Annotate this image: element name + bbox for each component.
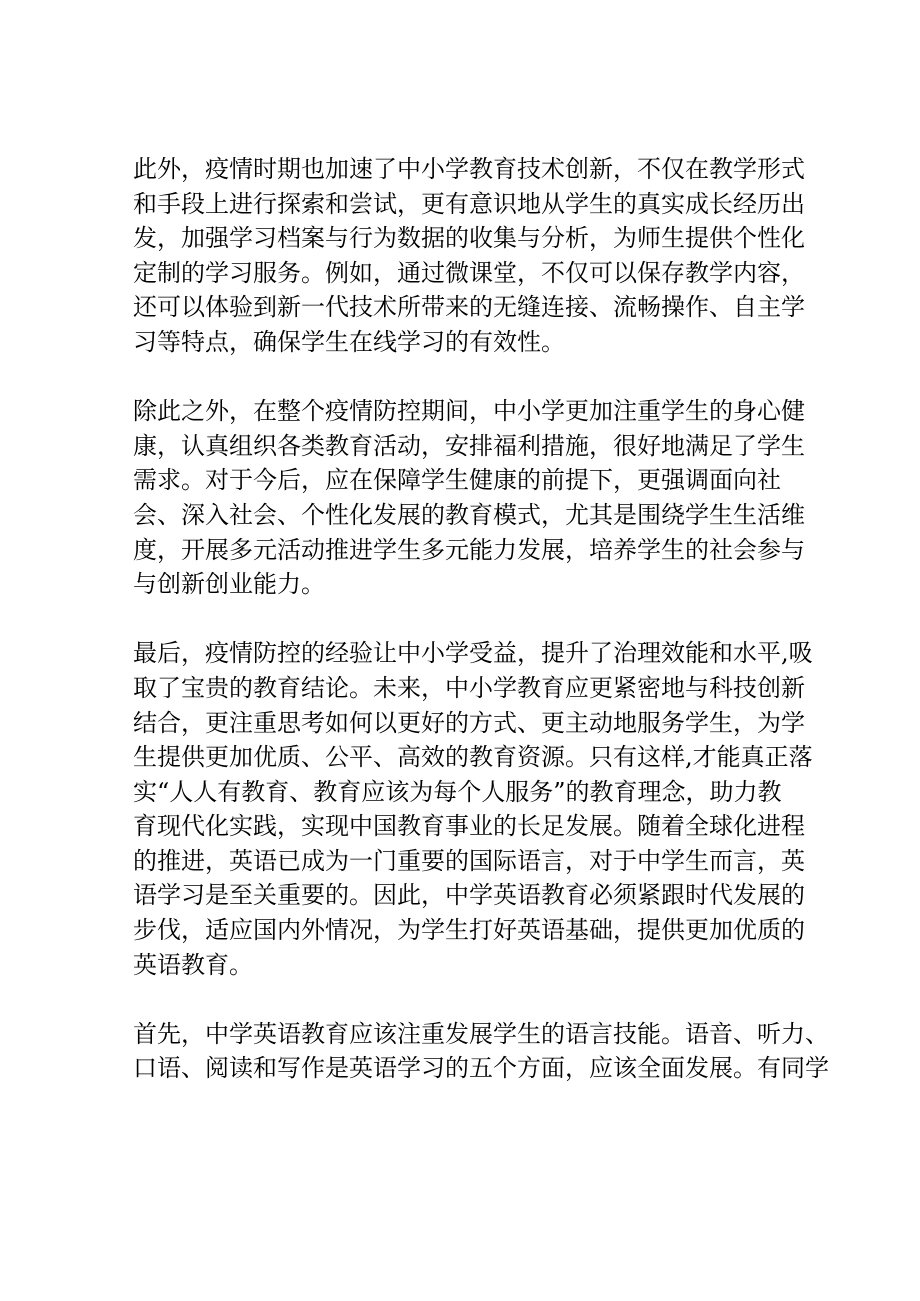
text-line: 康，认真组织各类教育活动，安排福利措施，很好地满足了学生 [133,431,805,460]
text-line: 英语教育。 [133,950,253,979]
text-line: 需求。对于今后，应在保障学生健康的前提下，更强调面向社 [133,466,781,495]
text-line: 结合，更注重思考如何以更好的方式、更主动地服务学生，为学 [133,708,805,737]
text-line: 实“人人有教育、教育应该为每个人服务”的教育理念，助力教 [133,777,782,806]
text-line: 定制的学习服务。例如，通过微课堂，不仅可以保存教学内容， [133,258,805,287]
paragraph-gap [133,602,813,637]
text-line: 和手段上进行探索和尝试，更有意识地从学生的真实成长经历出 [133,189,805,218]
paragraph-2 [133,394,813,602]
text-line: 会、深入社会、个性化发展的教育模式，尤其是围绕学生生活维 [133,500,805,529]
text-line: 发，加强学习档案与行为数据的收集与分析，为师生提供个性化 [133,224,805,253]
text-line: 步伐，适应国内外情况，为学生打好英语基础，提供更加优质的 [133,916,805,945]
paragraph-4 [133,1017,829,1086]
text-line: 的推进，英语已成为一门重要的国际语言，对于中学生而言，英 [133,846,805,875]
text-line: 还可以体验到新一代技术所带来的无缝连接、流畅操作、自主学 [133,293,805,322]
paragraph-3 [133,636,813,982]
paragraph-gap [133,982,813,1017]
document-body [133,152,829,1086]
text-line: 最后，疫情防控的经验让中小学受益，提升了治理效能和水平,吸 [133,639,813,668]
text-line: 习等特点，确保学生在线学习的有效性。 [133,327,565,356]
text-line: 生提供更加优质、公平、高效的教育资源。只有这样,才能真正落 [133,743,813,772]
paragraph-gap [133,360,813,395]
text-line: 口语、阅读和写作是英语学习的五个方面，应该全面发展。有同学 [133,1054,829,1083]
text-line: 与创新创业能力。 [133,570,325,599]
text-line: 取了宝贵的教育结论。未来，中小学教育应更紧密地与科技创新 [133,673,805,702]
text-line: 育现代化实践，实现中国教育事业的长足发展。随着全球化进程 [133,812,805,841]
text-line: 此外，疫情时期也加速了中小学教育技术创新，不仅在教学形式 [133,155,805,183]
text-line: 首先，中学英语教育应该注重发展学生的语言技能。语音、听力、 [133,1019,829,1048]
text-line: 语学习是至关重要的。因此，中学英语教育必须紧跟时代发展的 [133,881,805,910]
text-line: 度，开展多元活动推进学生多元能力发展，培养学生的社会参与 [133,535,805,564]
text-line: 除此之外，在整个疫情防控期间，中小学更加注重学生的身心健 [133,397,805,426]
paragraph-1 [133,152,813,360]
